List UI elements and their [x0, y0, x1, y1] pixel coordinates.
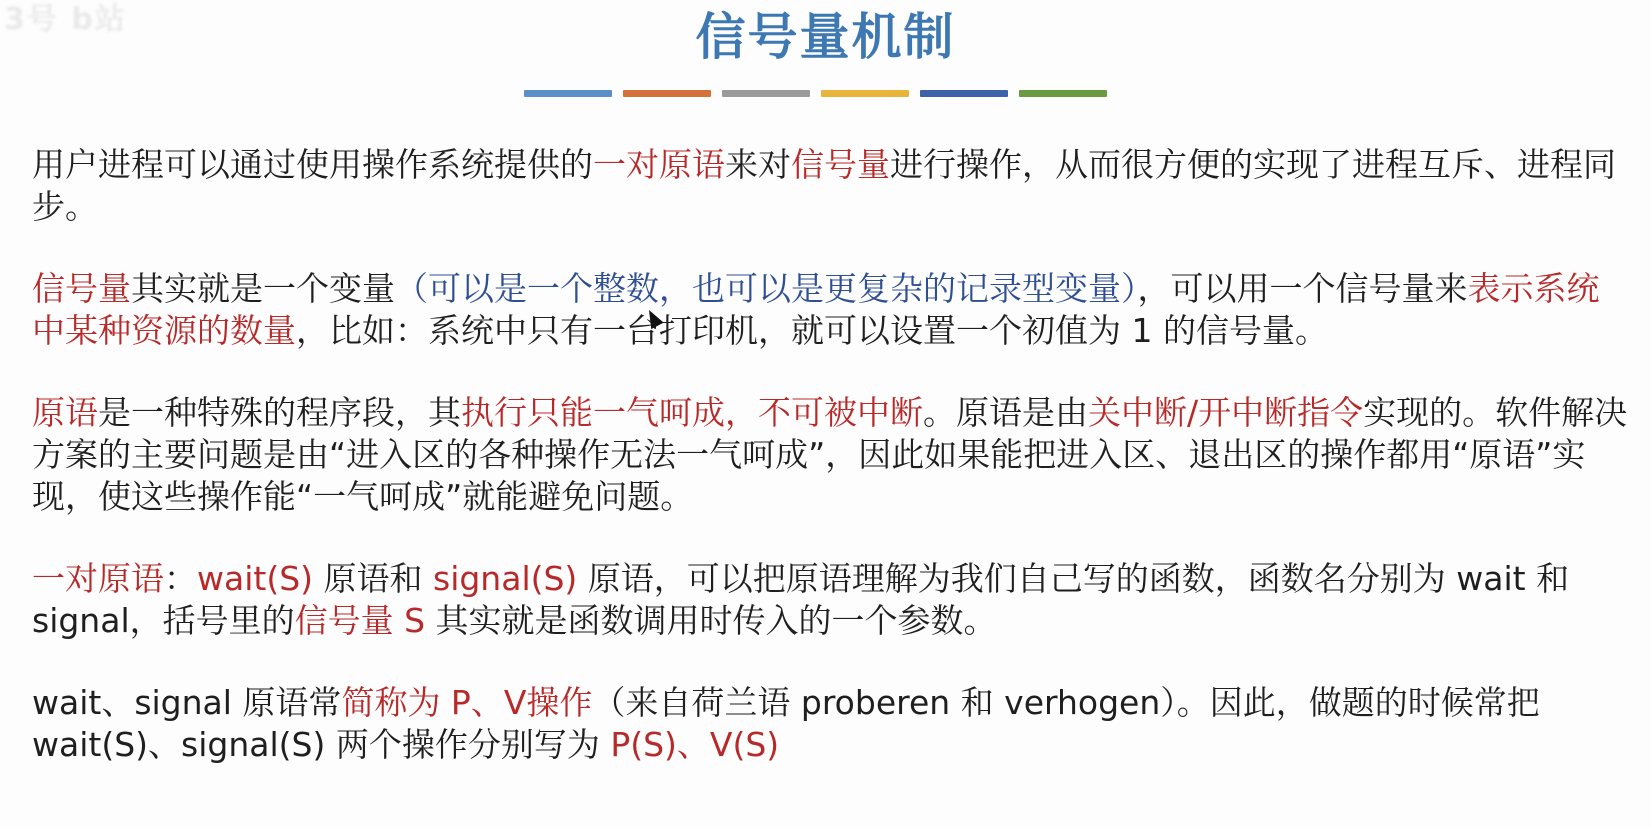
text-run: 原语和 [313, 559, 433, 598]
highlight-run: 一对原语 [593, 145, 725, 184]
highlight-run: （可以是一个整数，也可以是更复杂的记录型变量） [395, 269, 1138, 308]
highlight-run: 关中断/开中断指令 [1088, 393, 1364, 432]
highlight-run: 简称为 P、V操作 [341, 683, 593, 722]
highlight-run: signal(S) [433, 559, 578, 598]
text-run: 是一种特殊的程序段，其 [98, 393, 461, 432]
text-run: ： [164, 559, 197, 598]
title-stripe-3 [722, 90, 810, 97]
paragraph-pv-operations [32, 682, 1632, 766]
highlight-run: 信号量 S [294, 601, 426, 640]
highlight-run: P(S)、V(S) [610, 725, 780, 764]
paragraph-primitive-definition [32, 392, 1632, 518]
text-run: 其实就是函数调用时传入的一个参数。 [425, 601, 997, 640]
text-run: （来自荷兰语 proberen 和 verhogen）。因此，做题的时候常把 wait(S)、signal(S) 两个操作分别写为 [32, 683, 1540, 764]
highlight-run: 表示系统中某种资源的数量 [32, 269, 1600, 350]
highlight-run: 一对原语 [32, 559, 164, 598]
highlight-run: wait(S) [197, 559, 314, 598]
text-run: 进行操作，从而很方便的实现了进程互斥、进程同步。 [32, 145, 1616, 226]
title-stripe-1 [524, 90, 612, 97]
title-stripe-5 [920, 90, 1008, 97]
title-stripe-2 [623, 90, 711, 97]
text-run: 用户进程可以通过使用操作系统提供的 [32, 145, 593, 184]
highlight-run: 信号量 [791, 145, 890, 184]
highlight-run: 原语 [32, 393, 98, 432]
title-stripe-4 [821, 90, 909, 97]
text-run: 原语，可以把原语理解为我们自己写的函数，函数名分别为 wait 和 signal，括号里的 [32, 559, 1570, 640]
slide-title: 信号量机制 [695, 8, 956, 66]
title-decoration [524, 90, 1107, 97]
paragraph-intro [32, 144, 1632, 228]
text-run: wait、signal 原语常 [32, 683, 342, 722]
text-run: 其实就是一个变量 [131, 269, 395, 308]
highlight-run: 执行只能一气呵成，不可被中断 [461, 393, 923, 432]
text-run: 。原语是由 [923, 393, 1088, 432]
text-run: ，比如：系统中只有一台打印机，就可以设置一个初值为 1 的信号量。 [296, 311, 1328, 350]
text-run: 来对 [725, 145, 791, 184]
paragraph-semaphore-definition [32, 268, 1632, 352]
text-run: 实现的。软件解决方案的主要问题是由“进入区的各种操作无法一气呵成”，因此如果能把进入区、退出区的操作都用“原语”实现，使这些操作能“一气呵成”就能避免问题。 [32, 393, 1628, 516]
slide-body [32, 144, 1632, 806]
channel-watermark: 3号 b站 [4, 2, 127, 37]
highlight-run: 信号量 [32, 269, 131, 308]
title-stripe-6 [1019, 90, 1107, 97]
text-run: ，可以用一个信号量来 [1137, 269, 1468, 308]
paragraph-wait-signal [32, 558, 1632, 642]
